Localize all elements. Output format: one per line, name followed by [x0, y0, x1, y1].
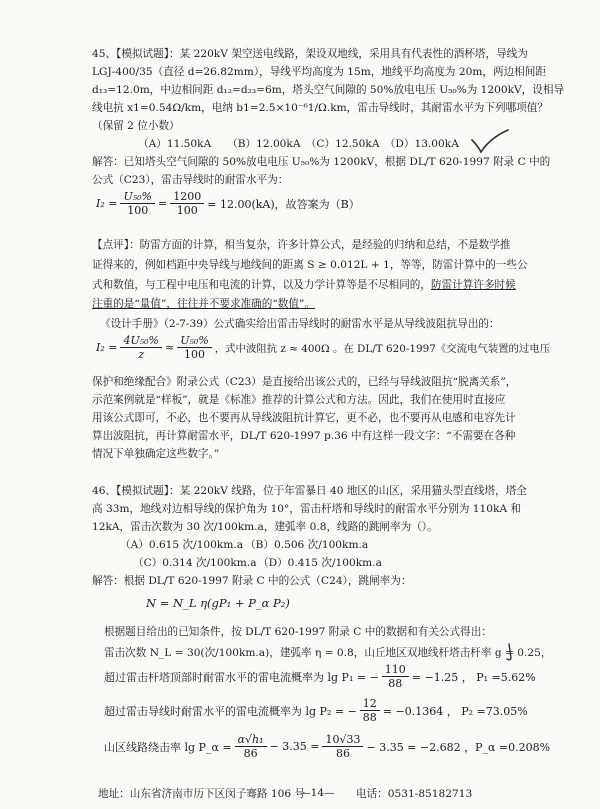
eq2-fraction-1: [120, 334, 162, 361]
step6-postfix: − 3.35 = −2.682 ，P_α =0.208%: [366, 740, 551, 754]
q46-option-c: （C）0.314 次/100km.a: [133, 557, 257, 569]
step5-numerator: 12: [360, 697, 380, 711]
eq1-numerator-2: 1200: [170, 190, 204, 204]
step5-prefix: 超过雷击导线时耐雷水平的雷电流概率为 lg P₂ = −: [104, 704, 357, 718]
eq1-numerator-1: U₅₀%: [120, 190, 155, 204]
step6-fraction-1: [235, 733, 267, 760]
eq2-approx: ≈: [165, 341, 175, 354]
q45-comment-3a: 式和数值，与工程中电压和电流的计算，以及力学计算等是不尽相同的，: [92, 279, 431, 291]
q45-comment-1: 【点评】：防雷方面的计算，相当复杂，许多计算公式，是经验的归纳和总结，不是数学推: [92, 239, 511, 251]
q45-comment-4: 注重的是“量值”，往往并不要求准确的“数值”。: [92, 298, 315, 310]
q46-step-5: [104, 697, 528, 724]
q45-line-4: 线电抗 x1=0.54Ω/km，电纳 b1=2.5×10⁻⁶1/Ω.km，雷击导线时，其耐雷水平为下列哪项值？: [92, 102, 548, 114]
q45-options: （A）11.50kA （B）12.00kA （C）12.50kA （D）13.00kA: [138, 138, 459, 150]
q46-option-b: （B）0.506 次/100km.a: [245, 539, 369, 551]
q46-line-1: 46、【模拟试题】：某 220kV 线路，位于年雷暴日 40 地区的山区，采用猫头型直线塔，塔全: [92, 485, 527, 497]
eq2-tail: ，式中波阻抗 z ≈ 400Ω 。在 DL/T 620-1997《交流电气装置的过电压: [214, 343, 551, 355]
q45-comment-8: 用该公式即可，不必，也不要再从导线波阻抗计算它，更不必，也不要再从电感和电容先计: [92, 412, 516, 424]
step6-denominator-2: 86: [335, 747, 350, 760]
q46-line-2: 高 33m，地线对边相导线的保护角为 10°，雷击杆塔和导线时的耐雷水平分别为 110kA 和: [92, 503, 522, 515]
eq2-denominator-1: z: [138, 348, 145, 361]
footer-phone: 电话：0531-85182713: [356, 788, 473, 800]
step5-denominator: 88: [362, 711, 377, 724]
step4-denominator: 88: [388, 677, 403, 690]
step4-numerator: 110: [382, 663, 409, 677]
q45-line-5: （保留 2 位小数）: [92, 120, 180, 132]
q45-comment-3b: 防雷计算许多时候: [431, 279, 516, 291]
footer-address: 地址：山东省济南市历下区闵子骞路 106 号: [98, 788, 306, 800]
q46-step-6: [104, 733, 550, 760]
q46-step-3: 雷击次数 N_L = 30(次/100km.a)，建弧率 η = 0.8，山丘地区双地线杆塔击杆率 g = 0.25，: [104, 647, 552, 659]
q45-comment-9: 算出波阻抗，再计算耐雷水平，DL/T 620-1997 p.36 中有这样一段文字：“不需要在各种: [92, 430, 516, 442]
eq2-fraction-2: [177, 334, 212, 361]
step4-fraction: [382, 663, 409, 690]
q45-comment-5: 《设计手册》（2-7-39）公式确实给出雷击导线时的耐雷水平是从导线波阻抗导出的：: [100, 318, 500, 330]
q46-step-4: [104, 663, 536, 690]
footer-page-number: —14—: [300, 787, 335, 799]
eq2-left: I₂ =: [96, 341, 118, 354]
q46-solution-1: 解答：根据 DL/T 620-1997 附录 C 中的公式（C24），跳闸率为：: [92, 575, 412, 587]
eq2-numerator-1: 4U₅₀%: [120, 334, 162, 348]
q46-option-a: （A）0.615 次/100km.a: [120, 539, 244, 551]
step6-fraction-2: [322, 733, 363, 760]
eq2-denominator-2: 100: [184, 348, 205, 361]
q45-line-1: 45、【模拟试题】：某 220kV 架空送电线路，架设双地线，采用具有代表性的酒杯塔，导线为: [92, 48, 528, 60]
step5-fraction: [360, 697, 380, 724]
eq1-fraction-1: [120, 190, 155, 217]
q45-comment-6: 保护和绝缘配合》附录公式（C23）是直接给出该公式的，已经与导线波阻抗“脱离关系”，: [92, 376, 517, 388]
eq2-numerator-2: U₅₀%: [177, 334, 212, 348]
step4-prefix: 超过雷击杆塔顶部时耐雷水平的雷电流概率为 lg P₁ = −: [104, 670, 379, 684]
q45-comment-3: [92, 278, 516, 292]
eq1-fraction-2: [170, 190, 204, 217]
q45-comment-2: 证得来的，例如档距中央导线与地线间的距离 S ≥ 0.012L + 1，等等，防雷计算中的一些公: [92, 259, 528, 271]
hook-mark-icon: [505, 642, 519, 662]
q46-formula-n: N = N_L η(gP₁ + P_α P₂): [146, 596, 290, 610]
step6-prefix: 山区线路绕击率 lg P_α =: [104, 740, 232, 754]
q45-solution-1: 解答：已知塔头空气间隙的 50%放电电压 U₅₀%为 1200kV，根据 DL/T 620-1997 附录 C 中的: [92, 156, 551, 168]
q46-step-2: 根据题目给出的已知条件，按 DL/T 620-1997 附录 C 中的数据和有关公式得出：: [104, 626, 492, 638]
eq1-denominator-2: 100: [176, 204, 198, 217]
q45-line-2: LGJ-400/35（直径 d=26.82mm），导线平均高度为 15m，地线平均高度为 20m，两边相间距: [92, 66, 546, 78]
check-mark-icon: [470, 128, 510, 154]
q45-comment-7: 示范案例就是“样板”，就是《标准》推荐的计算公式和方法。因此，我们在使用时直接应: [92, 394, 506, 406]
step4-postfix: = −1.25 ， P₁ =5.62%: [411, 670, 536, 684]
eq1-denominator-1: 100: [127, 204, 149, 217]
step6-numerator-1: α√h₁: [235, 733, 267, 747]
step6-numerator-2: 10√33: [322, 733, 363, 747]
q45-solution-2: 公式（C23），雷击导线时的耐雷水平为：: [92, 174, 289, 186]
eq1-result: = 12.00(kA)，故答案为（B）: [207, 197, 360, 211]
step6-denominator-1: 86: [243, 747, 258, 760]
q45-equation-2: [96, 334, 550, 361]
step6-middle: − 3.35 =: [269, 740, 320, 753]
eq1-left: I₂ =: [96, 197, 118, 210]
step5-postfix: = −0.1364 ， P₂ =73.05%: [382, 704, 528, 718]
q46-line-3: 12kA，雷击次数为 30 次/100km.a，建弧率 0.8，线路的跳闸率为（）。: [92, 521, 438, 533]
q45-equation-1: [96, 190, 360, 217]
eq1-equals: =: [158, 197, 168, 210]
q45-comment-10: 情况下单独确定这些数字。”: [92, 448, 220, 460]
q45-line-3: d₁₃=12.0m，中边相间距 d₁₂=d₂₃=6m，塔头空气间隙的 50%放电电压 U₅₀%为 1200kV，设相导: [92, 84, 565, 96]
q46-option-d: （D）0.415 次/100km.a: [258, 557, 382, 569]
